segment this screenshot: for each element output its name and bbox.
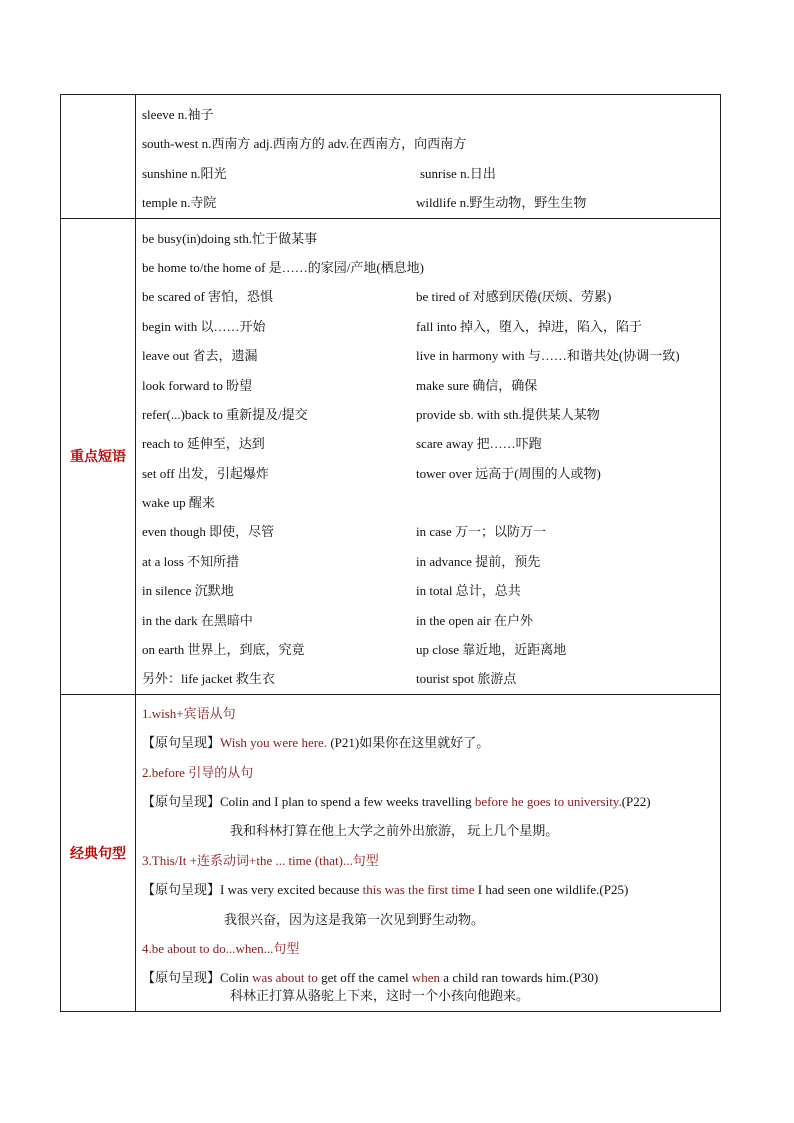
- sentences-label: 经典句型: [61, 694, 136, 1012]
- phrase-item: begin with 以……开始: [142, 318, 266, 334]
- phrase-item: leave out 省去，遗漏: [142, 348, 258, 364]
- sentence-text: a child ran towards him.(P30): [440, 970, 599, 986]
- phrase-line: [142, 488, 714, 517]
- sentences-row: [61, 694, 721, 1012]
- vocabulary-table: [60, 94, 721, 1012]
- sentence-text: (P21)如果你在这里就好了。: [327, 735, 490, 751]
- phrase-item: tourist spot 旅游点: [416, 671, 517, 687]
- highlight-text: was about to: [252, 970, 318, 986]
- vocab-item: south-west n.西南方 adj.西南方的 adv.在西南方，向西南方: [142, 136, 467, 152]
- vocab-line: [142, 188, 714, 217]
- vocab-item: sunrise n.日出: [420, 165, 496, 181]
- vocab-content: [136, 95, 721, 219]
- pattern-heading: 3.This/It +连系动词+the ... time (that)...句型: [142, 852, 379, 868]
- phrase-line: [142, 312, 714, 341]
- phrase-item: be tired of 对感到厌倦(厌烦、劳累): [416, 289, 612, 305]
- translation: 我和科林打算在他上大学之前外出旅游， 玩上几个星期。: [230, 823, 559, 839]
- translation: 我很兴奋，因为这是我第一次见到野生动物。: [224, 911, 485, 927]
- cell-padding: [142, 1005, 714, 1011]
- original-sentence: [142, 969, 714, 987]
- pattern-heading: 1.wish+宾语从句: [142, 705, 236, 721]
- original-tag: 【原句呈现】: [142, 793, 221, 809]
- phrase-line: [142, 664, 714, 693]
- original-sentence: [142, 787, 714, 816]
- vocab-row: [61, 95, 721, 219]
- original-tag: 【原句呈现】: [142, 735, 221, 751]
- phrase-item: tower over 远高于(周围的人或物): [416, 465, 601, 481]
- phrase-item: in case 万一；以防万一: [416, 524, 546, 540]
- vocab-line: [142, 129, 714, 158]
- phrase-item: even though 即使，尽管: [142, 524, 275, 540]
- phrase-item: set off 出发，引起爆炸: [142, 465, 269, 481]
- phrase-line: [142, 576, 714, 605]
- vocab-label-cell: [61, 95, 136, 219]
- pattern-heading: 4.be about to do...when...句型: [142, 940, 300, 956]
- phrase-item: make sure 确信，确保: [416, 377, 538, 393]
- highlight-text: when: [411, 970, 441, 986]
- phrases-row: [61, 218, 721, 694]
- phrase-item: wake up 醒来: [142, 495, 215, 511]
- phrase-line: [142, 635, 714, 664]
- sentence-text: (P22): [621, 793, 651, 809]
- phrase-line: [142, 341, 714, 370]
- phrase-item: live in harmony with 与……和谐共处(协调一致): [416, 348, 680, 364]
- vocab-item: wildlife n.野生动物，野生生物: [416, 195, 587, 211]
- phrase-item: be home to/the home of 是……的家园/产地(栖息地): [142, 259, 424, 275]
- phrase-item: be busy(in)doing sth.忙于做某事: [142, 230, 318, 246]
- phrase-item: in the open air 在户外: [416, 612, 533, 628]
- phrase-line: [142, 459, 714, 488]
- phrase-item: in advance 提前，预先: [416, 553, 541, 569]
- phrase-item: refer(...)back to 重新提及/提交: [142, 406, 308, 422]
- phrase-item: fall into 掉入，堕入，掉进，陷入，陷于: [416, 318, 643, 334]
- phrase-item: reach to 延伸至，达到: [142, 436, 265, 452]
- sentence-text: Colin: [220, 970, 253, 986]
- phrase-line: [142, 282, 714, 311]
- vocab-item: sleeve n.袖子: [142, 107, 214, 122]
- original-tag: 【原句呈现】: [142, 882, 221, 898]
- phrase-item: in silence 沉默地: [142, 583, 234, 599]
- phrase-item: scare away 把……吓跑: [416, 436, 542, 452]
- sentences-content: [136, 694, 721, 1012]
- phrase-line: [142, 400, 714, 429]
- phrase-line: [142, 429, 714, 458]
- phrase-line: [142, 517, 714, 546]
- phrase-item: at a loss 不知所措: [142, 553, 240, 569]
- phrases-label: 重点短语: [61, 218, 136, 694]
- phrase-item: 另外：life jacket 救生衣: [142, 671, 275, 687]
- phrase-item: in the dark 在黑暗中: [142, 612, 253, 628]
- highlight-text: this was the first time: [362, 882, 475, 898]
- vocab-item: temple n.寺院: [142, 195, 217, 211]
- original-tag: 【原句呈现】: [142, 970, 221, 986]
- highlight-text: Wish you were here.: [220, 735, 328, 751]
- phrase-line: [142, 371, 714, 400]
- phrases-content: [136, 218, 721, 694]
- phrase-item: look forward to 盼望: [142, 377, 253, 393]
- pattern-heading: 2.before 引导的从句: [142, 764, 254, 780]
- phrase-line: [142, 606, 714, 635]
- phrase-line: [142, 547, 714, 576]
- vocab-line: [142, 159, 714, 188]
- vocab-line: [142, 100, 714, 129]
- phrase-item: up close 靠近地，近距离地: [416, 642, 567, 658]
- sentence-text: get off the camel: [317, 970, 412, 986]
- original-sentence: [142, 875, 714, 904]
- translation: 科林正打算从骆驼上下来，这时一个小孩向他跑来。: [230, 988, 530, 1004]
- highlight-text: before he goes to university.: [474, 793, 622, 809]
- sentence-text: I had seen one wildlife.(P25): [474, 882, 629, 898]
- original-sentence: [142, 728, 714, 757]
- phrase-line: [142, 253, 714, 282]
- phrase-item: be scared of 害怕，恐惧: [142, 289, 274, 305]
- sentence-text: Colin and I plan to spend a few weeks travelling: [220, 793, 475, 809]
- phrase-line: [142, 224, 714, 253]
- sentence-text: I was very excited because: [220, 882, 363, 898]
- phrase-item: in total 总计，总共: [416, 583, 521, 599]
- vocab-item: sunshine n.阳光: [142, 165, 227, 181]
- phrase-item: provide sb. with sth.提供某人某物: [416, 406, 600, 422]
- phrase-item: on earth 世界上，到底，究竟: [142, 642, 305, 658]
